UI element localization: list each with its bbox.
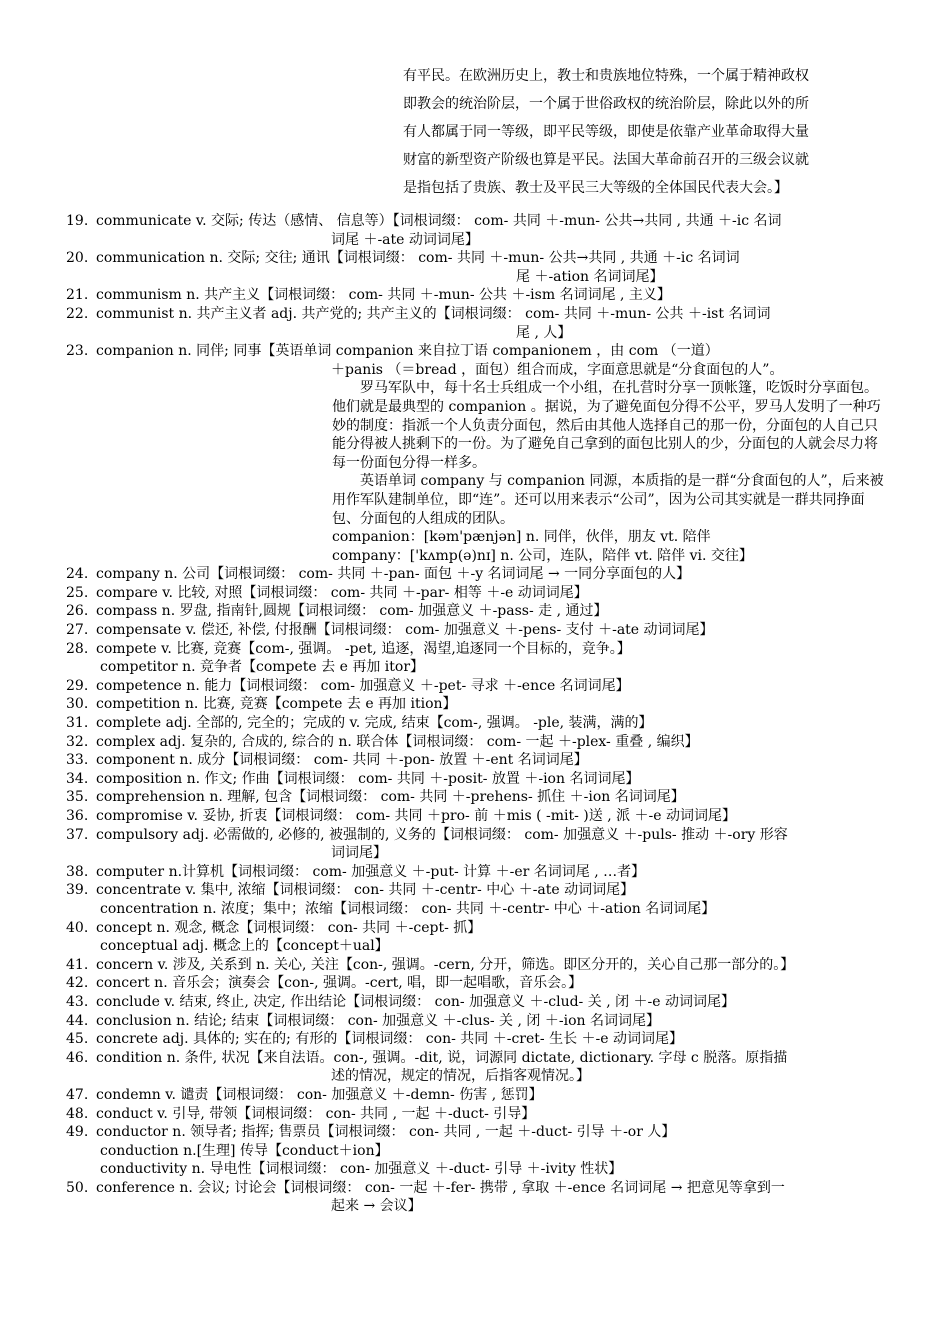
entry-number: 19. <box>66 213 89 229</box>
entry-number: 24. <box>66 566 89 583</box>
vocabulary-list <box>66 212 886 1216</box>
entry-number: 27. <box>66 622 89 639</box>
entry-line: compass n. 罗盘, 指南针,圆规【词根词缀： com- 加强意义 ＋-pass- 走 , 通过】 <box>96 603 608 620</box>
entry-number: 42. <box>66 975 89 992</box>
entry-line: composition n. 作文; 作曲【词根词缀： com- 共同 ＋-posit- 放置 ＋-ion 名词词尾】 <box>96 770 640 787</box>
entry-body <box>96 695 886 714</box>
vocab-entry <box>66 249 886 286</box>
vocab-entry <box>66 993 886 1012</box>
vocab-entry <box>66 881 886 900</box>
vocab-entry <box>66 919 886 938</box>
entry-body <box>96 807 886 826</box>
entry-number: 21. <box>66 287 89 304</box>
derived-word: conceptual adj. 概念上的【concept＋ual】 <box>100 938 389 955</box>
vocab-entry <box>66 863 886 882</box>
intro-paragraph <box>403 62 886 202</box>
vocab-entry <box>66 584 886 603</box>
entry-body <box>96 1012 886 1031</box>
entry-number: 38. <box>66 863 89 880</box>
entry-body <box>96 286 886 305</box>
entry-line: communist n. 共产主义者 adj. 共产党的; 共产主义的【词根词缀： com- 共同 ＋-mun- 公共 ＋-ist 名词词 <box>96 305 771 322</box>
entry-line: conclusion n. 结论; 结束【词根词缀： con- 加强意义 ＋-clus- 关 , 闭 ＋-ion 名词词尾】 <box>96 1012 660 1029</box>
entry-line: compulsory adj. 必需做的, 必修的, 被强制的, 义务的【词根词缀： com- 加强意义 ＋-puls- 推动 ＋-ory 形容 <box>96 826 788 843</box>
entry-line: conductor n. 领导者; 指挥; 售票员【词根词缀： con- 共同 , 一起 ＋-duct- 引导 ＋-or 人】 <box>96 1124 676 1141</box>
vocab-entry <box>66 1086 886 1105</box>
entry-body <box>96 584 886 603</box>
entry-line: company n. 公司【词根词缀： com- 共同 ＋-pan- 面包 ＋-y 名词词尾 → 一同分享面包的人】 <box>96 566 691 583</box>
vocab-entry <box>66 714 886 733</box>
entry-line: concept n. 观念, 概念【词根词缀： con- 共同 ＋-cept- 抓】 <box>96 919 482 936</box>
derived-word: conductivity n. 导电性【词根词缀： con- 加强意义 ＋-duct- 引导 ＋-ivity 性状】 <box>100 1161 623 1178</box>
entry-line: condemn v. 谴责【词根词缀： con- 加强意义 ＋-demn- 伤害 , 惩罚】 <box>96 1086 543 1103</box>
entry-number: 47. <box>66 1086 89 1103</box>
vocab-entry <box>66 621 886 640</box>
entry-body <box>96 249 886 286</box>
entry-number: 45. <box>66 1031 89 1048</box>
intro-line: 是指包括了贵族、教士及平民三大等级的全体国民代表大会。】 <box>403 180 788 196</box>
entry-body <box>96 1179 886 1216</box>
entry-number: 39. <box>66 882 89 899</box>
entry-body <box>96 640 886 659</box>
entry-body <box>96 1086 886 1105</box>
vocab-entry <box>66 788 886 807</box>
entry-line: conduct v. 引导, 带领【词根词缀： con- 共同 , 一起 ＋-duct- 引导】 <box>96 1105 536 1122</box>
vocab-entry <box>66 751 886 770</box>
entry-number: 48. <box>66 1105 89 1122</box>
entry-number: 26. <box>66 603 89 620</box>
entry-line: 词词尾】 <box>331 845 387 862</box>
entry-line: communicate v. 交际; 传达（感情、 信息等）【词根词缀： com- 共同 ＋-mun- 公共→共同 , 共通 ＋-ic 名词 <box>96 213 782 229</box>
entry-number: 46. <box>66 1049 89 1066</box>
vocab-entry <box>66 640 886 659</box>
entry-body <box>96 1030 886 1049</box>
entry-number: 40. <box>66 919 89 936</box>
entry-number: 35. <box>66 789 89 806</box>
vocab-entry <box>66 1105 886 1124</box>
story-paragraph: 英语单词 company 与 companion 同源，本质指的是一群“分食面包的人”，后来被用作军队建制单位，即“连”。还可以用来表示“公司”，因为公司其实就是一群共同挣面包、分面包的人组成的团队。 <box>332 473 884 527</box>
entry-number: 33. <box>66 752 89 769</box>
entry-number: 20. <box>66 250 89 267</box>
entry-body <box>96 621 886 640</box>
entry-number: 34. <box>66 770 89 787</box>
entry-body <box>96 305 886 342</box>
entry-body <box>96 993 886 1012</box>
entry-line: competition n. 比赛, 竞赛【compete 去 e 再加 ition】 <box>96 696 457 713</box>
entry-number: 25. <box>66 584 89 601</box>
entry-line: competence n. 能力【词根词缀： com- 加强意义 ＋-pet- 寻求 ＋-ence 名词词尾】 <box>96 677 630 694</box>
entry-body <box>96 881 886 900</box>
entry-line: computer n.计算机【词根词缀： com- 加强意义 ＋-put- 计算 ＋-er 名词词尾 , …者】 <box>96 863 646 880</box>
vocab-entry <box>66 1179 886 1216</box>
entry-line: compete v. 比赛, 竞赛【com-, 强调。 -pet, 追逐，渴望,追逐同一个目标的，竞争。】 <box>96 640 631 657</box>
entry-number: 37. <box>66 826 89 843</box>
intro-line: 即教会的统治阶层，一个属于世俗政权的统治阶层，除此以外的所 <box>403 96 809 112</box>
entry-number: 49. <box>66 1124 89 1141</box>
entry-body <box>96 1105 886 1124</box>
entry-line: concern v. 涉及, 关系到 n. 关心, 关注【con-, 强调。-cern, 分开，筛选。即区分开的，关心自己那一部分的。】 <box>96 956 795 973</box>
entry-line: 尾 , 人】 <box>516 324 572 341</box>
vocab-entry <box>66 1012 886 1031</box>
vocab-entry <box>66 807 886 826</box>
entry-line: conclude v. 结束, 终止, 决定, 作出结论【词根词缀： con- 加强意义 ＋-clud- 关 , 闭 ＋-e 动词词尾】 <box>96 993 736 1010</box>
entry-line: component n. 成分【词根词缀： com- 共同 ＋-pon- 放置 ＋-ent 名词词尾】 <box>96 752 588 769</box>
entry-body <box>96 565 886 584</box>
entry-number: 32. <box>66 733 89 750</box>
entry-number: 50. <box>66 1179 89 1196</box>
entry-body <box>96 770 886 789</box>
entry-body <box>96 1049 886 1086</box>
entry-number: 41. <box>66 956 89 973</box>
entry-line: 词尾 ＋-ate 动词词尾】 <box>331 231 479 248</box>
vocab-entry <box>66 305 886 342</box>
vocab-entry <box>66 770 886 789</box>
story-paragraph: companion：[kəm'pænjən] n. 同伴，伙伴，朋友 vt. 陪伴 <box>332 529 711 546</box>
intro-line: 财富的新型资产阶级也算是平民。法国大革命前召开的三级会议就 <box>403 152 809 168</box>
vocab-entry <box>66 342 886 565</box>
vocab-entry <box>66 1049 886 1086</box>
vocab-entry <box>66 733 886 752</box>
entry-line: compromise v. 妥协, 折衷【词根词缀： com- 共同 ＋pro- 前 ＋mis ( -mit- )送 , 派 ＋-e 动词词尾】 <box>96 808 737 824</box>
intro-line: 有人都属于同一等级，即平民等级，即使是依靠产业革命取得大量 <box>403 124 809 140</box>
entry-number: 23. <box>66 343 89 360</box>
entry-body <box>96 677 886 696</box>
vocab-entry <box>66 286 886 305</box>
entry-body <box>96 751 886 770</box>
vocab-entry <box>66 695 886 714</box>
vocab-entry <box>66 956 886 975</box>
entry-number: 44. <box>66 1012 89 1029</box>
entry-line: conference n. 会议; 讨论会【词根词缀： con- 一起 ＋-fer- 携带 , 拿取 ＋-ence 名词词尾 → 把意见等拿到一 <box>96 1179 785 1196</box>
entry-line: 尾 ＋-ation 名词词尾】 <box>516 268 664 285</box>
entry-line: condition n. 条件, 状况【来自法语。con-, 强调。-dit, 说，词源同 dictate, dictionary. 字母 c 脱落。原指描 <box>96 1049 788 1066</box>
entry-line: 述的情况，规定的情况，后指客观情况。】 <box>331 1068 590 1085</box>
derived-word: competitor n. 竞争者【compete 去 e 再加 itor】 <box>100 659 425 676</box>
entry-line: comprehension n. 理解, 包含【词根词缀： com- 共同 ＋-prehens- 抓住 ＋-ion 名词词尾】 <box>96 789 685 806</box>
intro-line: 有平民。在欧洲历史上，教士和贵族地位特殊，一个属于精神政权 <box>403 68 809 84</box>
vocab-entry <box>66 1030 886 1049</box>
vocab-entry <box>66 974 886 993</box>
etymology-story <box>96 379 886 565</box>
entry-body <box>96 1123 886 1142</box>
vocab-entry <box>66 677 886 696</box>
entry-number: 28. <box>66 640 89 657</box>
entry-number: 31. <box>66 715 89 732</box>
entry-line: ＋panis （＝bread ，面包）组合而成，字面意思就是“分食面包的人”。 <box>331 361 784 378</box>
entry-line: concert n. 音乐会；演奏会【con-, 强调。-cert, 唱，即一起唱歌，音乐会。】 <box>96 975 583 992</box>
entry-line: complex adj. 复杂的, 合成的, 综合的 n. 联合体【词根词缀： com- 一起 ＋-plex- 重叠 , 编织】 <box>96 733 699 750</box>
entry-body <box>96 714 886 733</box>
entry-body <box>96 974 886 993</box>
entry-body <box>96 826 886 863</box>
vocab-entry <box>66 826 886 863</box>
entry-line: concentrate v. 集中, 浓缩【词根词缀： con- 共同 ＋-centr- 中心 ＋-ate 动词词尾】 <box>96 882 635 899</box>
entry-line: compare v. 比较, 对照【词根词缀： com- 共同 ＋-par- 相等 ＋-e 动词词尾】 <box>96 584 588 601</box>
vocab-entry <box>66 212 886 249</box>
entry-number: 43. <box>66 993 89 1010</box>
entry-number: 29. <box>66 677 89 694</box>
derived-word: conduction n.[生理] 传导【conduct＋ion】 <box>100 1142 389 1159</box>
entry-body <box>96 863 886 882</box>
entry-body <box>96 212 886 249</box>
vocab-entry <box>66 602 886 621</box>
derived-word: concentration n. 浓度；集中；浓缩【词根词缀： con- 共同 ＋-centr- 中心 ＋-ation 名词词尾】 <box>100 900 716 917</box>
entry-line: complete adj. 全部的, 完全的；完成的 v. 完成, 结束【com-, 强调。 -ple, 装满，满的】 <box>96 715 653 732</box>
story-paragraph: company：['kʌmp(ə)nɪ] n. 公司，连队，陪伴 vt. 陪伴 vi. 交往】 <box>332 547 753 564</box>
entry-body <box>96 919 886 938</box>
vocab-entry <box>66 565 886 584</box>
entry-line: communication n. 交际; 交往; 通讯【词根词缀： com- 共同 ＋-mun- 公共→共同 , 共通 ＋-ic 名词词 <box>96 250 740 267</box>
entry-body <box>96 733 886 752</box>
entry-body <box>96 602 886 621</box>
entry-line: compensate v. 偿还, 补偿, 付报酬【词根词缀： com- 加强意义 ＋-pens- 支付 ＋-ate 动词词尾】 <box>96 622 714 639</box>
story-paragraph: 罗马军队中，每十名士兵组成一个小组，在扎营时分享一顶帐篷，吃饭时分享面包。他们就是最典型的 companion 。据说，为了避免面包分得不公平，罗马人发明了一种巧妙的制度：指派一个人负责分面包，然后由其他人选择自己的那一份，分面包的人自己只能分得被人挑剩下的一份。为了避免自己拿到的面包比别人的少，分面包的人就会尽力将每一份面包分得一样多。 <box>332 380 881 471</box>
entry-number: 22. <box>66 305 89 322</box>
entry-number: 36. <box>66 808 89 824</box>
entry-line: companion n. 同伴; 同事【英语单词 companion 来自拉丁语 companionem ，由 com （一道） <box>96 343 719 360</box>
vocab-entry <box>66 1123 886 1142</box>
entry-body <box>96 956 886 975</box>
entry-line: communism n. 共产主义【词根词缀： com- 共同 ＋-mun- 公共 ＋-ism 名词词尾 , 主义】 <box>96 287 671 304</box>
entry-body <box>96 342 886 565</box>
entry-line: concrete adj. 具体的; 实在的; 有形的【词根词缀： con- 共同 ＋-cret- 生长 ＋-e 动词词尾】 <box>96 1031 683 1048</box>
entry-line: 起来 → 会议】 <box>331 1198 422 1215</box>
entry-body <box>96 788 886 807</box>
entry-number: 30. <box>66 696 89 713</box>
